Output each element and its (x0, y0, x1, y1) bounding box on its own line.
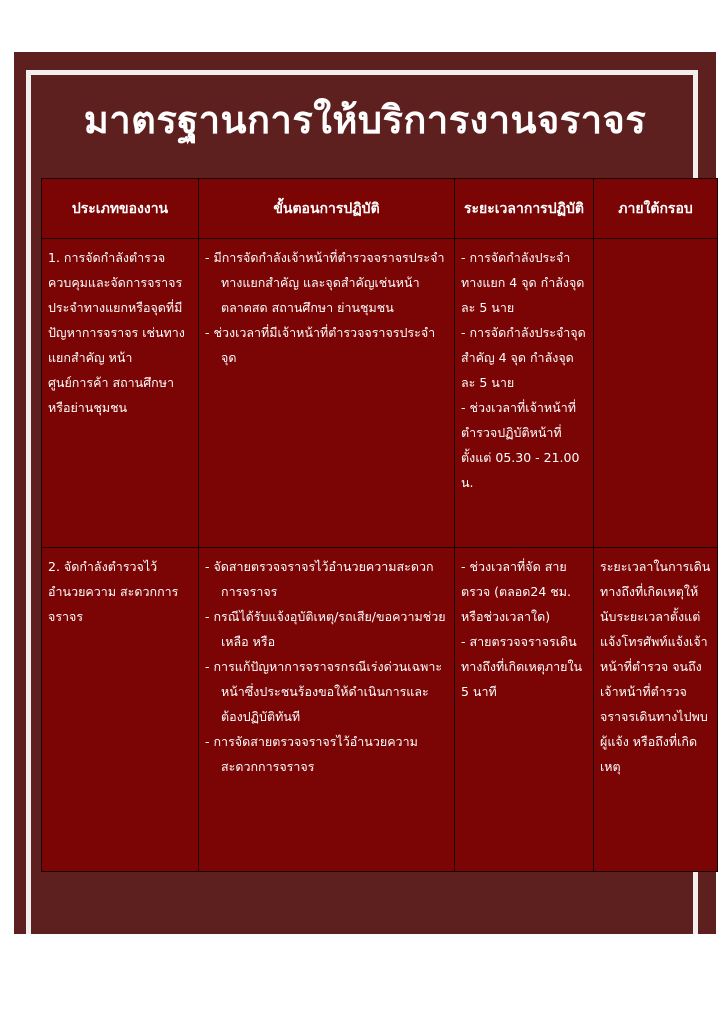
procedure-item: - ช่วงเวลาที่มีเจ้าหน้าที่ตำรวจจราจรประจำจุด (205, 325, 436, 365)
header-procedure: ขั้นตอนการปฏิบัติ (199, 179, 455, 239)
header-framework: ภายใต้กรอบ (594, 179, 718, 239)
framework-text: ระยะเวลาในการเดินทางถึงที่เกิดเหตุให้นับระยะเวลาตั้งแต่ แจ้งโทรศัพท์แจ้งเจ้าหน้าที่ตำรวจ จนถึงเจ้าหน้าที่ตำรวจจราจรเดินทางไปพบผู้แจ้ง หรือถึงที่เกิดเหตุ (600, 559, 711, 774)
table-row (42, 239, 718, 548)
table-header-row (42, 179, 718, 239)
work-type-text: 2. จัดกำลังตำรวจไว้อำนวยความ สะดวกการจราจร (48, 559, 179, 624)
cell-procedure (199, 548, 455, 872)
service-standard-table (41, 178, 718, 872)
procedure-item: - กรณีได้รับแจ้งอุบัติเหตุ/รถเสีย/ขอความช่วยเหลือ หรือ (205, 609, 446, 649)
page-title: มาตรฐานการให้บริการงานจราจร (83, 98, 647, 142)
duration-item: - การจัดกำลังประจำทางแยก 4 จุด กำลังจุดละ 5 นาย (461, 250, 585, 315)
cell-work-type (42, 239, 199, 548)
duration-item: - การจัดกำลังประจำจุดสำคัญ 4 จุด กำลังจุดละ 5 นาย (461, 325, 586, 390)
cell-procedure (199, 239, 455, 548)
procedure-item: - จัดสายตรวจจราจรไว้อำนวยความสะดวกการจราจร (205, 559, 434, 599)
cell-framework (594, 239, 718, 548)
duration-item: - ช่วงเวลาที่จัด สายตรวจ (ตลอด24 ชม. หรือช่วงเวลาใด) (461, 559, 572, 624)
poster-background (14, 52, 716, 934)
cell-duration (455, 239, 594, 548)
work-type-text: 1. การจัดกำลังตำรวจควบคุมและจัดการจราจรประจำทางแยกหรือจุดที่มีปัญหาการจราจร เช่นทางแยกสำคัญ หน้าศูนย์การค้า สถานศึกษา หรือย่านชุมชน (48, 250, 185, 415)
procedure-item: - มีการจัดกำลังเจ้าหน้าที่ตำรวจจราจรประจำทางแยกสำคัญ และจุดสำคัญเช่นหน้าตลาดสด สถานศึกษา ย่านชุมชน (205, 250, 445, 315)
table-row (42, 548, 718, 872)
cell-framework (594, 548, 718, 872)
cell-duration (455, 548, 594, 872)
procedure-item: - การแก้ปัญหาการจราจรกรณีเร่งด่วนเฉพาะหน้าซึ่งประชนร้องขอให้ดำเนินการและต้องปฏิบัติทันที (205, 659, 443, 724)
cell-work-type (42, 548, 199, 872)
duration-item: - ช่วงเวลาที่เจ้าหน้าที่ตำรวจปฏิบัติหน้าที่ตั้งแต่ 05.30 - 21.00 น. (461, 400, 580, 490)
duration-item: - สายตรวจจราจรเดินทางถึงที่เกิดเหตุภายใน 5 นาที (461, 634, 583, 699)
header-work-type: ประเภทของงาน (42, 179, 199, 239)
header-duration: ระยะเวลาการปฏิบัติ (455, 179, 594, 239)
procedure-item: - การจัดสายตรวจจราจรไว้อำนวยความสะดวกการจราจร (205, 734, 418, 774)
